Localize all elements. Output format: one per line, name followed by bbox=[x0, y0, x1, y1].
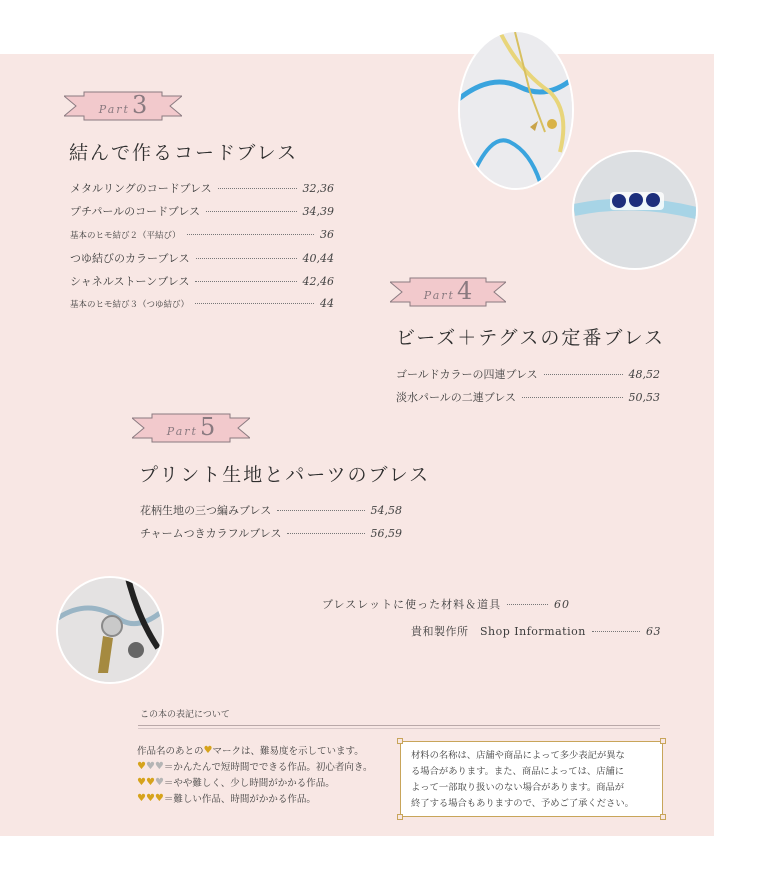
toc-item[interactable]: つゆ結びのカラーブレス 40,44 bbox=[70, 252, 334, 265]
heart-icon: ♥ bbox=[137, 760, 146, 772]
part-3-ribbon bbox=[64, 90, 182, 120]
notice-line: 終了する場合もありますので、予めご了承ください。 bbox=[411, 798, 634, 809]
heart-icon: ♥♥♥ bbox=[137, 792, 164, 804]
heart-icon: ♥♥ bbox=[137, 776, 155, 788]
heart-icon: ♥♥ bbox=[145, 760, 164, 772]
part-word: Part bbox=[166, 425, 198, 438]
notice-line: 材料の名称は、店舗や商品によって多少表記が異な bbox=[411, 750, 625, 761]
divider bbox=[138, 728, 660, 729]
difficulty-legend-3: ♥♥♥ ＝難しい作品、時間がかかる作品。 bbox=[137, 792, 316, 805]
difficulty-legend-2: ♥♥ ♥ ＝やや難しく、少し時間がかかる作品。 bbox=[137, 776, 335, 789]
difficulty-legend-1: ♥ ♥♥ ＝かんたんで短時間でできる作品。初心者向き。 bbox=[137, 760, 373, 773]
photo-cord-bracelets bbox=[458, 30, 574, 190]
part-4-ribbon bbox=[390, 276, 506, 306]
divider bbox=[138, 725, 660, 726]
photo-charm-bracelet bbox=[56, 576, 164, 684]
toc-item[interactable]: シャネルストーンブレス 42,46 bbox=[70, 275, 334, 288]
heart-icon: ♥ bbox=[154, 776, 164, 788]
part-5-title: プリント生地とパーツのブレス bbox=[139, 464, 431, 486]
part-number: 5 bbox=[199, 413, 216, 441]
part-3-title: 結んで作るコードブレス bbox=[69, 142, 299, 164]
notice-line: る場合があります。また、商品によっては、店舗に bbox=[411, 766, 625, 777]
part-number: 4 bbox=[456, 277, 473, 305]
toc-item[interactable]: メタルリングのコードブレス 32,36 bbox=[70, 182, 334, 195]
part-5-ribbon bbox=[132, 412, 250, 442]
toc-item[interactable]: プチパールのコードブレス 34,39 bbox=[70, 205, 334, 218]
toc-item[interactable]: ゴールドカラーの四連ブレス 48,52 bbox=[396, 368, 660, 381]
difficulty-intro: 作品名のあとの ♥ マークは、難易度を示しています。 bbox=[137, 744, 364, 757]
part-word: Part bbox=[98, 103, 130, 116]
toc-item-shop-information[interactable]: 貴和製作所 Shop Information 63 bbox=[411, 625, 661, 638]
toc-item[interactable]: 花柄生地の三つ編みブレス 54,58 bbox=[140, 504, 402, 517]
toc-item[interactable]: チャームつきカラフルブレス 56,59 bbox=[140, 527, 402, 540]
toc-item[interactable]: 基本のヒモ結び３（つゆ結び） 44 bbox=[70, 297, 334, 310]
toc-item[interactable]: 淡水パールの二連ブレス 50,53 bbox=[396, 391, 660, 404]
heart-icon: ♥ bbox=[203, 744, 213, 756]
notice-box bbox=[400, 741, 663, 817]
photo-stone-bracelet bbox=[572, 150, 698, 270]
part-number: 3 bbox=[131, 91, 148, 119]
notice-line: よって一部取り扱いのない場合があります。商品が bbox=[411, 782, 625, 793]
part-word: Part bbox=[423, 289, 455, 302]
toc-item[interactable]: 基本のヒモ結び２（平結び） 36 bbox=[70, 228, 334, 241]
part-4-title: ビーズ＋テグスの定番ブレス bbox=[396, 327, 666, 349]
toc-item-materials[interactable]: ブレスレットに使った材料＆道具 60 bbox=[322, 598, 570, 611]
notes-heading: この本の表記について bbox=[140, 710, 230, 720]
